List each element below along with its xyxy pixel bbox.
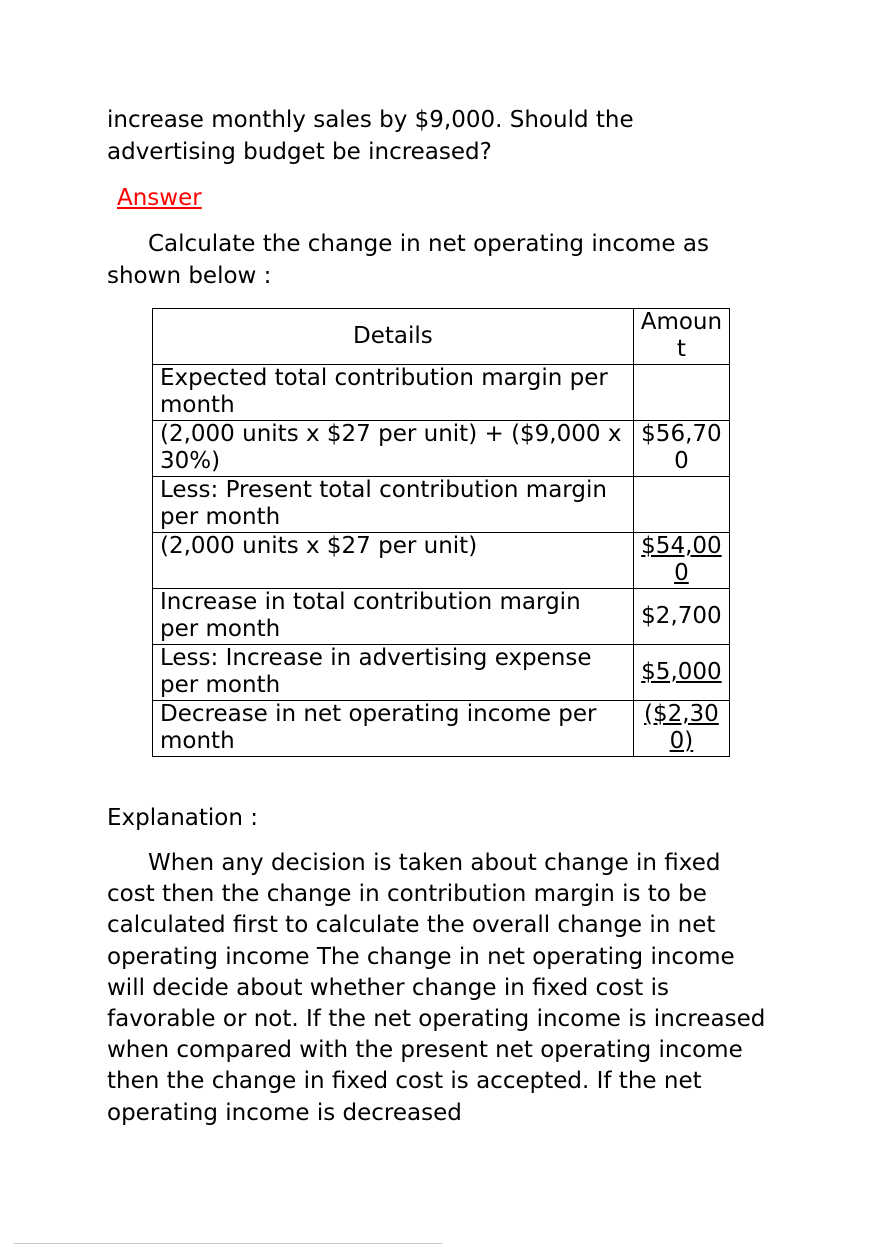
table-row <box>153 645 730 701</box>
row-amount: $5,000 <box>641 659 722 685</box>
row-amount: ($2,30 0) <box>644 701 719 754</box>
question-continuation-text: increase monthly sales by $9,000. Should the advertising budget be increased? <box>107 107 634 165</box>
table-row <box>153 477 730 533</box>
net-operating-income-table <box>152 308 730 757</box>
answer-link[interactable]: Answer <box>117 185 202 211</box>
row-amount-cell <box>633 701 729 757</box>
table-row <box>153 701 730 757</box>
row-details: Less: Increase in advertising expense per month <box>153 645 634 701</box>
explanation-heading: Explanation : <box>107 805 259 831</box>
footer-divider <box>14 1243 442 1244</box>
header-amount: Amoun t <box>633 309 729 365</box>
calculation-intro-text: Calculate the change in net operating income as shown below : <box>107 231 709 289</box>
row-amount: $2,700 <box>633 589 729 645</box>
header-details: Details <box>153 309 634 365</box>
row-amount: $54,00 0 <box>641 533 722 586</box>
row-details: Decrease in net operating income per month <box>153 701 634 757</box>
row-amount <box>633 365 729 421</box>
row-details: Less: Present total contribution margin per month <box>153 477 634 533</box>
table-row <box>153 533 730 589</box>
table-header-row <box>153 309 730 365</box>
table-row <box>153 365 730 421</box>
row-details: (2,000 units x $27 per unit) <box>153 533 634 589</box>
row-details: Expected total contribution margin per month <box>153 365 634 421</box>
table-row <box>153 421 730 477</box>
table-row <box>153 589 730 645</box>
row-amount-cell <box>633 533 729 589</box>
explanation-text: When any decision is taken about change in fixed cost then the change in contribution margin is to be calculated first to calculate the overall change in net operating income The change in net operating income will decide about whether change in fixed cost is favorable or not. If the net operating income is increased when compared with the present net operating income then the change in fixed cost is accepted. If the net operating income is decreased <box>107 850 766 1126</box>
row-amount <box>633 477 729 533</box>
row-amount-cell <box>633 645 729 701</box>
row-amount: $56,70 0 <box>633 421 729 477</box>
row-details: Increase in total contribution margin per month <box>153 589 634 645</box>
row-details: (2,000 units x $27 per unit) + ($9,000 x 30%) <box>153 421 634 477</box>
